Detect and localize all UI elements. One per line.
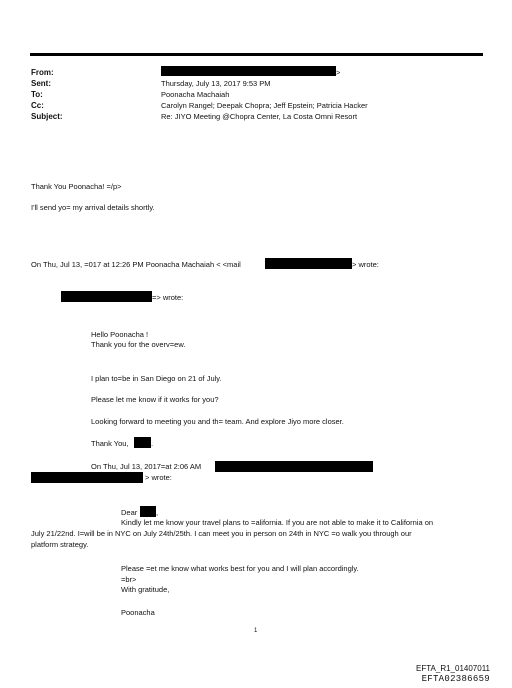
sent-label: Sent: xyxy=(31,79,51,88)
header-rule xyxy=(30,53,483,56)
to-label: To: xyxy=(31,90,43,99)
redaction-email-1 xyxy=(265,258,352,269)
dear-tail: , xyxy=(156,508,159,517)
to-value: Poonacha Machaiah xyxy=(161,90,230,99)
looking-forward-line: Looking forward to meeting you and th= team. And explore Jiyo more closer. xyxy=(91,417,344,426)
quote1-wrote: > wrote: xyxy=(352,260,379,269)
quote2-attribution: On Thu, Jul 13, 2017=at 2:06 AM xyxy=(91,462,202,471)
footer-id-2: EFTA02386659 xyxy=(421,674,490,684)
kindly-line-2: July 21/22nd. I=will be in NYC on July 24th/25th. I can meet you in person on 24th in NYC =o walk you through our xyxy=(31,529,412,538)
cc-label: Cc: xyxy=(31,101,44,110)
kindly-line-1: Kindly let me know your travel plans to =alifornia. If you are not able to make it to California on xyxy=(121,518,434,527)
quote1-wrote-2: => wrote: xyxy=(152,293,184,302)
redaction-from xyxy=(161,66,336,76)
dear-line: Dear xyxy=(121,508,138,517)
from-label: From: xyxy=(31,68,54,77)
subject-label: Subject: xyxy=(31,112,63,121)
from-value-tail: > xyxy=(336,68,341,77)
br-line: =br> xyxy=(121,575,137,584)
please-line: Please let me know if it works for you? xyxy=(91,395,219,404)
gratitude-line: With gratitude, xyxy=(121,585,170,594)
subject-value: Re: JIYO Meeting @Chopra Center, La Costa Omni Resort xyxy=(161,112,358,121)
plan-line: I plan to=be in San Diego on 21 of July. xyxy=(91,374,222,383)
thank-you-tail: . xyxy=(151,439,154,448)
kindly-line-3: platform strategy. xyxy=(31,540,89,549)
redaction-name-1 xyxy=(134,437,154,448)
body-line-thanks: Thank You Poonacha! =/p> xyxy=(31,182,122,191)
redaction-email-4 xyxy=(31,472,143,483)
signature-line: Poonacha xyxy=(121,608,155,617)
redaction-email-2 xyxy=(61,291,152,302)
quote1-attribution: On Thu, Jul 13, =017 at 12:26 PM Poonacha Machaiah < <mail xyxy=(31,260,241,269)
sent-value: Thursday, July 13, 2017 9:53 PM xyxy=(161,79,271,88)
thank-you-line: Thank You, xyxy=(91,439,129,448)
hello-line: Hello Poonacha ! xyxy=(91,330,149,339)
please-let-know-line: Please =et me know what works best for you and I will plan accordingly. xyxy=(121,564,359,573)
page-number: 1 xyxy=(254,628,258,634)
body-line-arrival: I'll send yo= my arrival details shortly. xyxy=(31,203,155,212)
redaction-email-3 xyxy=(215,461,373,472)
redaction-name-2 xyxy=(140,506,159,517)
quote2-wrote: > wrote: xyxy=(145,473,172,482)
footer-id-1: EFTA_R1_01407011 xyxy=(416,664,490,673)
thanks-overview-line: Thank you for the overv=ew. xyxy=(91,340,186,349)
cc-value: Carolyn Rangel; Deepak Chopra; Jeff Epstein; Patricia Hacker xyxy=(161,101,368,110)
